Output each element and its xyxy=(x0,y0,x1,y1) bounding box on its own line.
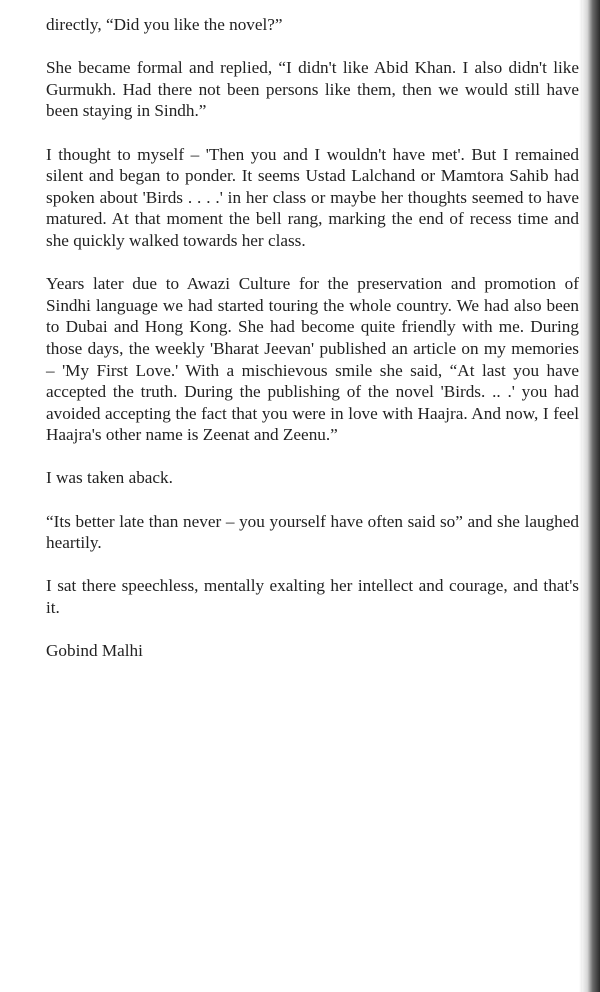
paragraph-6: “Its better late than never – you yourself have often said so” and she laughed heartily. xyxy=(46,511,579,553)
paragraph-3: I thought to myself – 'Then you and I wouldn't have met'. But I remained silent and began to ponder. It seems Ustad Lalchand or Mamtora Sahib had spoken about 'Birds . . . .' in her class or maybe her thoughts seemed to have matured. At that moment the bell rang, marking the end of recess time and she quickly walked towards her class. xyxy=(46,144,579,250)
paragraph-7: I sat there speechless, mentally exalting her intellect and courage, and that's it. xyxy=(46,576,579,618)
paragraph-2: She became formal and replied, “I didn't like Abid Khan. I also didn't like Gurmukh. Had there not been persons like them, then we would still have been staying in Sindh.” xyxy=(46,58,579,121)
body-text xyxy=(46,14,579,683)
paragraph-5: I was taken aback. xyxy=(46,468,173,488)
author-signature: Gobind Malhi xyxy=(46,641,143,661)
paragraph-1: directly, “Did you like the novel?” xyxy=(46,15,283,34)
paragraph-4: Years later due to Awazi Culture for the preservation and promotion of Sindhi language we had started touring the whole country. We had also been to Dubai and Hong Kong. She had become quite friendly with me. During those days, the weekly 'Bharat Jeevan' published an article on my memories – 'My First Love.' With a mischievous smile she said, “At last you have accepted the truth. During the publishing of the novel 'Birds. .. .' you had avoided accepting the fact that you were in love with Haajra. And now, I feel Haajra's other name is Zeenat and Zeenu.” xyxy=(46,274,579,445)
page-binding-edge xyxy=(582,0,600,992)
